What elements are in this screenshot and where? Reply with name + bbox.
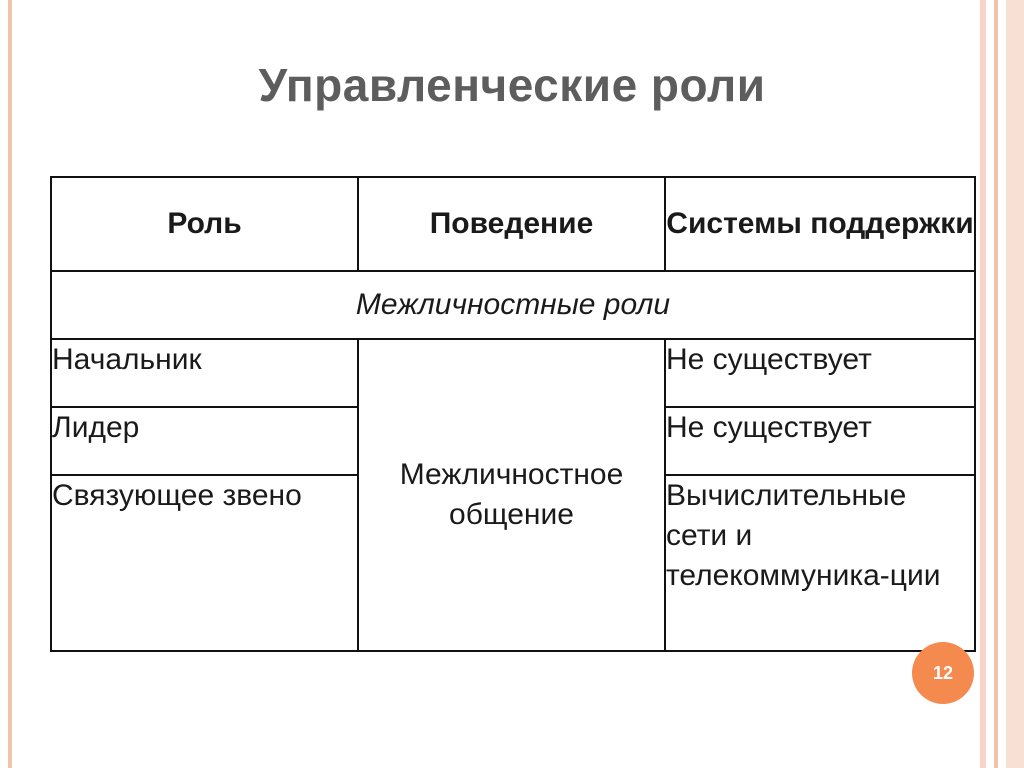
right-frame-stripe (994, 0, 998, 768)
right-frame-stripe (1006, 0, 1024, 768)
left-frame-stripe (8, 0, 12, 768)
role-cell: Лидер (51, 407, 358, 475)
role-cell: Начальник (51, 339, 358, 407)
roles-table (50, 176, 976, 652)
role-cell: Связующее звено (51, 475, 358, 651)
table-header-row (51, 177, 975, 271)
page-number-badge: 12 (912, 642, 974, 704)
column-header-behavior: Поведение (358, 177, 665, 271)
slide-title: Управленческие роли (258, 59, 766, 111)
column-header-support-systems: Системы поддержки (665, 177, 975, 271)
support-cell: Не существует (665, 407, 975, 475)
right-frame-stripe (980, 0, 986, 768)
behavior-cell: Межличностное общение (358, 339, 665, 651)
support-cell: Не существует (665, 339, 975, 407)
support-cell: Вычислительные сети и телекоммуника-ции (665, 475, 975, 651)
column-header-role: Роль (51, 177, 358, 271)
section-row (51, 271, 975, 339)
table-row (51, 339, 975, 407)
section-label: Межличностные роли (51, 271, 975, 339)
